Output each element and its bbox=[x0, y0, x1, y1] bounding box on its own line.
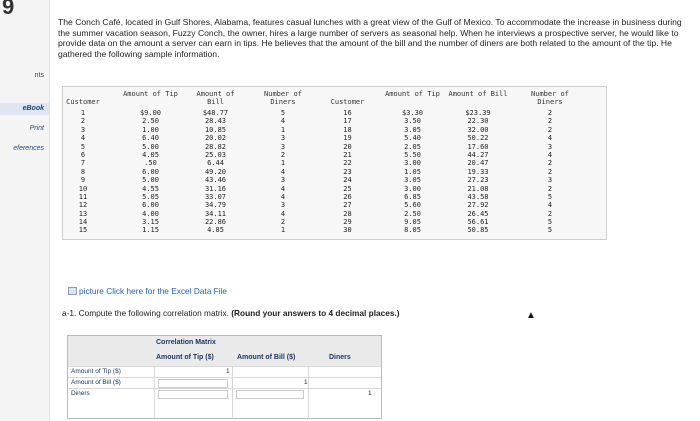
table-cell: 2 bbox=[547, 167, 553, 176]
table-cell: 9 bbox=[80, 176, 86, 185]
table-cell: 20 bbox=[343, 142, 352, 151]
diag-tip: 1 bbox=[226, 368, 230, 375]
table-cell: 32.00 bbox=[467, 125, 489, 134]
question-a1 bbox=[62, 308, 400, 318]
table-cell: 6 bbox=[80, 150, 86, 159]
excel-data-link[interactable] bbox=[68, 286, 227, 296]
table-cell: 1 bbox=[280, 125, 286, 134]
picture-icon bbox=[68, 287, 77, 295]
table-cell: $9.00 bbox=[139, 109, 162, 117]
row-label-bill: Amount of Bill ($) bbox=[71, 379, 121, 386]
table-cell: 5 bbox=[547, 218, 553, 227]
table-cell: 14 bbox=[78, 218, 88, 227]
table-cell: 5.00 bbox=[142, 142, 159, 151]
table-cell: 43.58 bbox=[467, 192, 489, 201]
table-cell: 3.05 bbox=[404, 125, 421, 134]
table-cell: 1.00 bbox=[142, 125, 159, 134]
table-cell: 22.86 bbox=[204, 218, 227, 227]
question-rounding-note: (Round your answers to 4 decimal places.) bbox=[231, 308, 400, 318]
left-sidebar bbox=[0, 0, 50, 421]
table-cell: 2 bbox=[280, 150, 286, 159]
table-cell: 27.23 bbox=[467, 176, 489, 185]
table-cell: $48.77 bbox=[202, 109, 229, 117]
table-cell: 56.61 bbox=[467, 218, 489, 227]
mouse-cursor-icon: ▲ bbox=[526, 310, 536, 321]
table-cell: 26.45 bbox=[467, 209, 489, 218]
sidebar-item-ebook[interactable]: eBook bbox=[0, 103, 50, 115]
table-cell: 29 bbox=[343, 218, 352, 227]
table-cell: 1 bbox=[280, 159, 286, 168]
table-cell: 28.43 bbox=[204, 117, 227, 126]
table-cell: 18 bbox=[343, 125, 352, 134]
column-header: Amount of Tip bbox=[123, 90, 178, 98]
table-cell: 3.00 bbox=[404, 184, 421, 193]
data-column bbox=[520, 87, 580, 235]
table-cell: 2.50 bbox=[404, 209, 421, 218]
table-cell: 5.00 bbox=[142, 176, 159, 185]
data-column bbox=[188, 87, 243, 235]
table-cell: 2 bbox=[280, 218, 286, 227]
sidebar-item-references[interactable]: eferences bbox=[13, 145, 44, 152]
table-cell: 17 bbox=[343, 117, 352, 126]
table-cell: 1 bbox=[80, 109, 86, 117]
table-cell: 31.16 bbox=[204, 184, 227, 193]
table-cell: 5 bbox=[80, 142, 86, 151]
table-cell: 5 bbox=[547, 226, 553, 235]
table-cell: 6.00 bbox=[142, 201, 159, 210]
correlation-matrix-table bbox=[67, 335, 382, 419]
sidebar-item-print[interactable]: Print bbox=[29, 125, 44, 132]
table-cell: 4 bbox=[280, 167, 286, 176]
table-cell: 4 bbox=[547, 150, 553, 159]
table-cell: 4 bbox=[280, 117, 286, 126]
table-cell: 27.92 bbox=[467, 201, 489, 210]
table-cell: 4 bbox=[547, 201, 553, 210]
table-cell: 2 bbox=[547, 109, 553, 117]
table-cell: 3.50 bbox=[404, 117, 421, 126]
table-cell: 19 bbox=[343, 134, 352, 143]
table-cell: 5 bbox=[280, 109, 286, 117]
column-header: Amount of Bill bbox=[196, 90, 235, 106]
input-diners-tip[interactable] bbox=[158, 390, 228, 399]
table-cell: 4.05 bbox=[142, 150, 159, 159]
table-cell: 3 bbox=[280, 134, 286, 143]
table-cell: 34.79 bbox=[204, 201, 227, 210]
table-cell: 2 bbox=[80, 117, 86, 126]
table-cell: 1.05 bbox=[404, 167, 421, 176]
table-cell: 8.05 bbox=[404, 226, 421, 235]
table-cell: 17.60 bbox=[467, 142, 489, 151]
col-header-diners: Diners bbox=[329, 354, 351, 361]
table-cell: 4 bbox=[547, 134, 553, 143]
sidebar-item-points[interactable]: nts bbox=[34, 72, 44, 79]
diag-bill: 1 bbox=[304, 379, 308, 386]
column-header: Customer bbox=[330, 98, 365, 106]
table-cell: 20.47 bbox=[467, 159, 489, 168]
table-cell: 23 bbox=[343, 167, 352, 176]
table-cell: 10.85 bbox=[204, 125, 227, 134]
table-cell: 2 bbox=[547, 159, 553, 168]
diag-diners: 1 bbox=[368, 390, 372, 397]
data-column bbox=[448, 87, 508, 235]
table-cell: 2 bbox=[547, 184, 553, 193]
table-cell: 1.15 bbox=[142, 226, 159, 235]
table-cell: 30 bbox=[343, 226, 352, 235]
table-cell: 4 bbox=[280, 209, 286, 218]
table-cell: 13 bbox=[78, 209, 88, 218]
table-cell: 5.60 bbox=[404, 201, 421, 210]
table-cell: 9.05 bbox=[404, 218, 421, 227]
table-cell: 22.30 bbox=[467, 117, 489, 126]
table-cell: 1 bbox=[280, 226, 286, 235]
table-cell: 28.82 bbox=[204, 142, 227, 151]
data-column bbox=[123, 87, 178, 235]
table-cell: .50 bbox=[144, 159, 157, 168]
table-cell: 5 bbox=[547, 192, 553, 201]
table-cell: 26 bbox=[343, 192, 352, 201]
table-cell: 5.50 bbox=[404, 150, 421, 159]
table-cell: 2.05 bbox=[404, 142, 421, 151]
table-cell: 5.05 bbox=[142, 192, 159, 201]
table-cell: 3 bbox=[80, 125, 86, 134]
data-column bbox=[253, 87, 313, 235]
table-cell: 21 bbox=[343, 150, 352, 159]
table-cell: 50.85 bbox=[467, 226, 489, 235]
table-cell: 21.08 bbox=[467, 184, 489, 193]
correlation-matrix-title: Correlation Matrix bbox=[156, 339, 216, 346]
table-cell: 4 bbox=[280, 184, 286, 193]
column-header: Amount of Bill bbox=[448, 90, 508, 98]
table-cell: 20.02 bbox=[204, 134, 227, 143]
row-label-tip: Amount of Tip ($) bbox=[71, 368, 121, 375]
table-cell: 4.85 bbox=[207, 226, 224, 235]
corr-row-bill bbox=[68, 377, 381, 388]
table-cell: 3 bbox=[280, 142, 286, 151]
table-cell: 4.55 bbox=[142, 184, 159, 193]
input-bill-tip[interactable] bbox=[158, 379, 228, 388]
table-cell: $23.39 bbox=[465, 109, 491, 117]
table-cell: 7 bbox=[80, 159, 86, 168]
table-cell: 50.22 bbox=[467, 134, 489, 143]
col-header-tip: Amount of Tip ($) bbox=[156, 354, 214, 361]
table-cell: 3.15 bbox=[142, 218, 159, 227]
corr-row-tip bbox=[68, 366, 381, 377]
table-cell: 22 bbox=[343, 159, 352, 168]
sidebar-top-glyph: 9 bbox=[2, 0, 15, 19]
data-column bbox=[63, 87, 103, 235]
column-header: Number of Diners bbox=[531, 90, 569, 106]
table-cell: 34.11 bbox=[204, 209, 227, 218]
column-header: Number of Diners bbox=[264, 90, 302, 106]
table-cell: 43.46 bbox=[204, 176, 227, 185]
table-cell: 27 bbox=[343, 201, 352, 210]
table-cell: 10 bbox=[78, 184, 88, 193]
table-cell: 3 bbox=[280, 201, 286, 210]
table-cell: 8 bbox=[80, 167, 86, 176]
col-header-bill: Amount of Bill ($) bbox=[237, 354, 296, 361]
data-column bbox=[325, 87, 370, 235]
corr-row-diners bbox=[68, 388, 381, 399]
question-text: a-1. Compute the following correlation matrix. bbox=[62, 308, 229, 318]
table-cell: 16 bbox=[343, 109, 352, 117]
table-cell: 24 bbox=[343, 176, 352, 185]
table-cell: 2.50 bbox=[142, 117, 159, 126]
table-cell: 15 bbox=[78, 226, 88, 235]
table-cell: 3 bbox=[280, 176, 286, 185]
table-cell: 6.44 bbox=[207, 159, 224, 168]
table-cell: 4 bbox=[80, 134, 86, 143]
correlation-header-band bbox=[68, 336, 381, 366]
column-header: Customer bbox=[66, 98, 100, 106]
input-diners-bill[interactable] bbox=[236, 390, 304, 399]
table-cell: 2 bbox=[547, 209, 553, 218]
row-label-diners: Diners bbox=[71, 390, 90, 397]
excel-data-link-text[interactable]: picture Click here for the Excel Data File bbox=[79, 286, 228, 296]
table-cell: $3.30 bbox=[401, 109, 424, 117]
table-cell: 6.40 bbox=[142, 134, 159, 143]
table-cell: 11 bbox=[78, 192, 88, 201]
table-cell: 25 bbox=[343, 184, 352, 193]
table-cell: 49.20 bbox=[204, 167, 227, 176]
table-cell: 6.00 bbox=[142, 167, 159, 176]
table-cell: 2 bbox=[547, 117, 553, 126]
table-cell: 44.27 bbox=[467, 150, 489, 159]
problem-statement: The Conch Café, located in Gulf Shores, Alabama, features casual lunches with a great view of the Gulf of Mexico. To accommodate the increase in business during the summer vacation season, Fuzzy Conch, the owner, hires a large number of servers as seasonal help. When he interviews a prospective server, he would like to provide data on the amount a server can earn in tips. He believes that the amount of the bill and the number of diners are both related to the amount of the tip. He gathered the following sample information. bbox=[58, 17, 682, 59]
table-cell: 5.40 bbox=[404, 134, 421, 143]
table-cell: 3.05 bbox=[404, 176, 421, 185]
table-cell: 4 bbox=[280, 192, 286, 201]
table-cell: 3 bbox=[547, 176, 553, 185]
table-cell: 12 bbox=[78, 201, 88, 210]
table-cell: 2 bbox=[547, 125, 553, 134]
table-cell: 3.00 bbox=[404, 159, 421, 168]
data-column bbox=[385, 87, 440, 235]
table-cell: 33.07 bbox=[204, 192, 227, 201]
table-cell: 6.85 bbox=[404, 192, 421, 201]
table-cell: 4.00 bbox=[142, 209, 159, 218]
table-cell: 25.03 bbox=[204, 150, 227, 159]
data-table bbox=[62, 86, 607, 240]
table-cell: 3 bbox=[547, 142, 553, 151]
table-cell: 19.33 bbox=[467, 167, 489, 176]
table-cell: 28 bbox=[343, 209, 352, 218]
column-header: Amount of Tip bbox=[385, 90, 440, 98]
